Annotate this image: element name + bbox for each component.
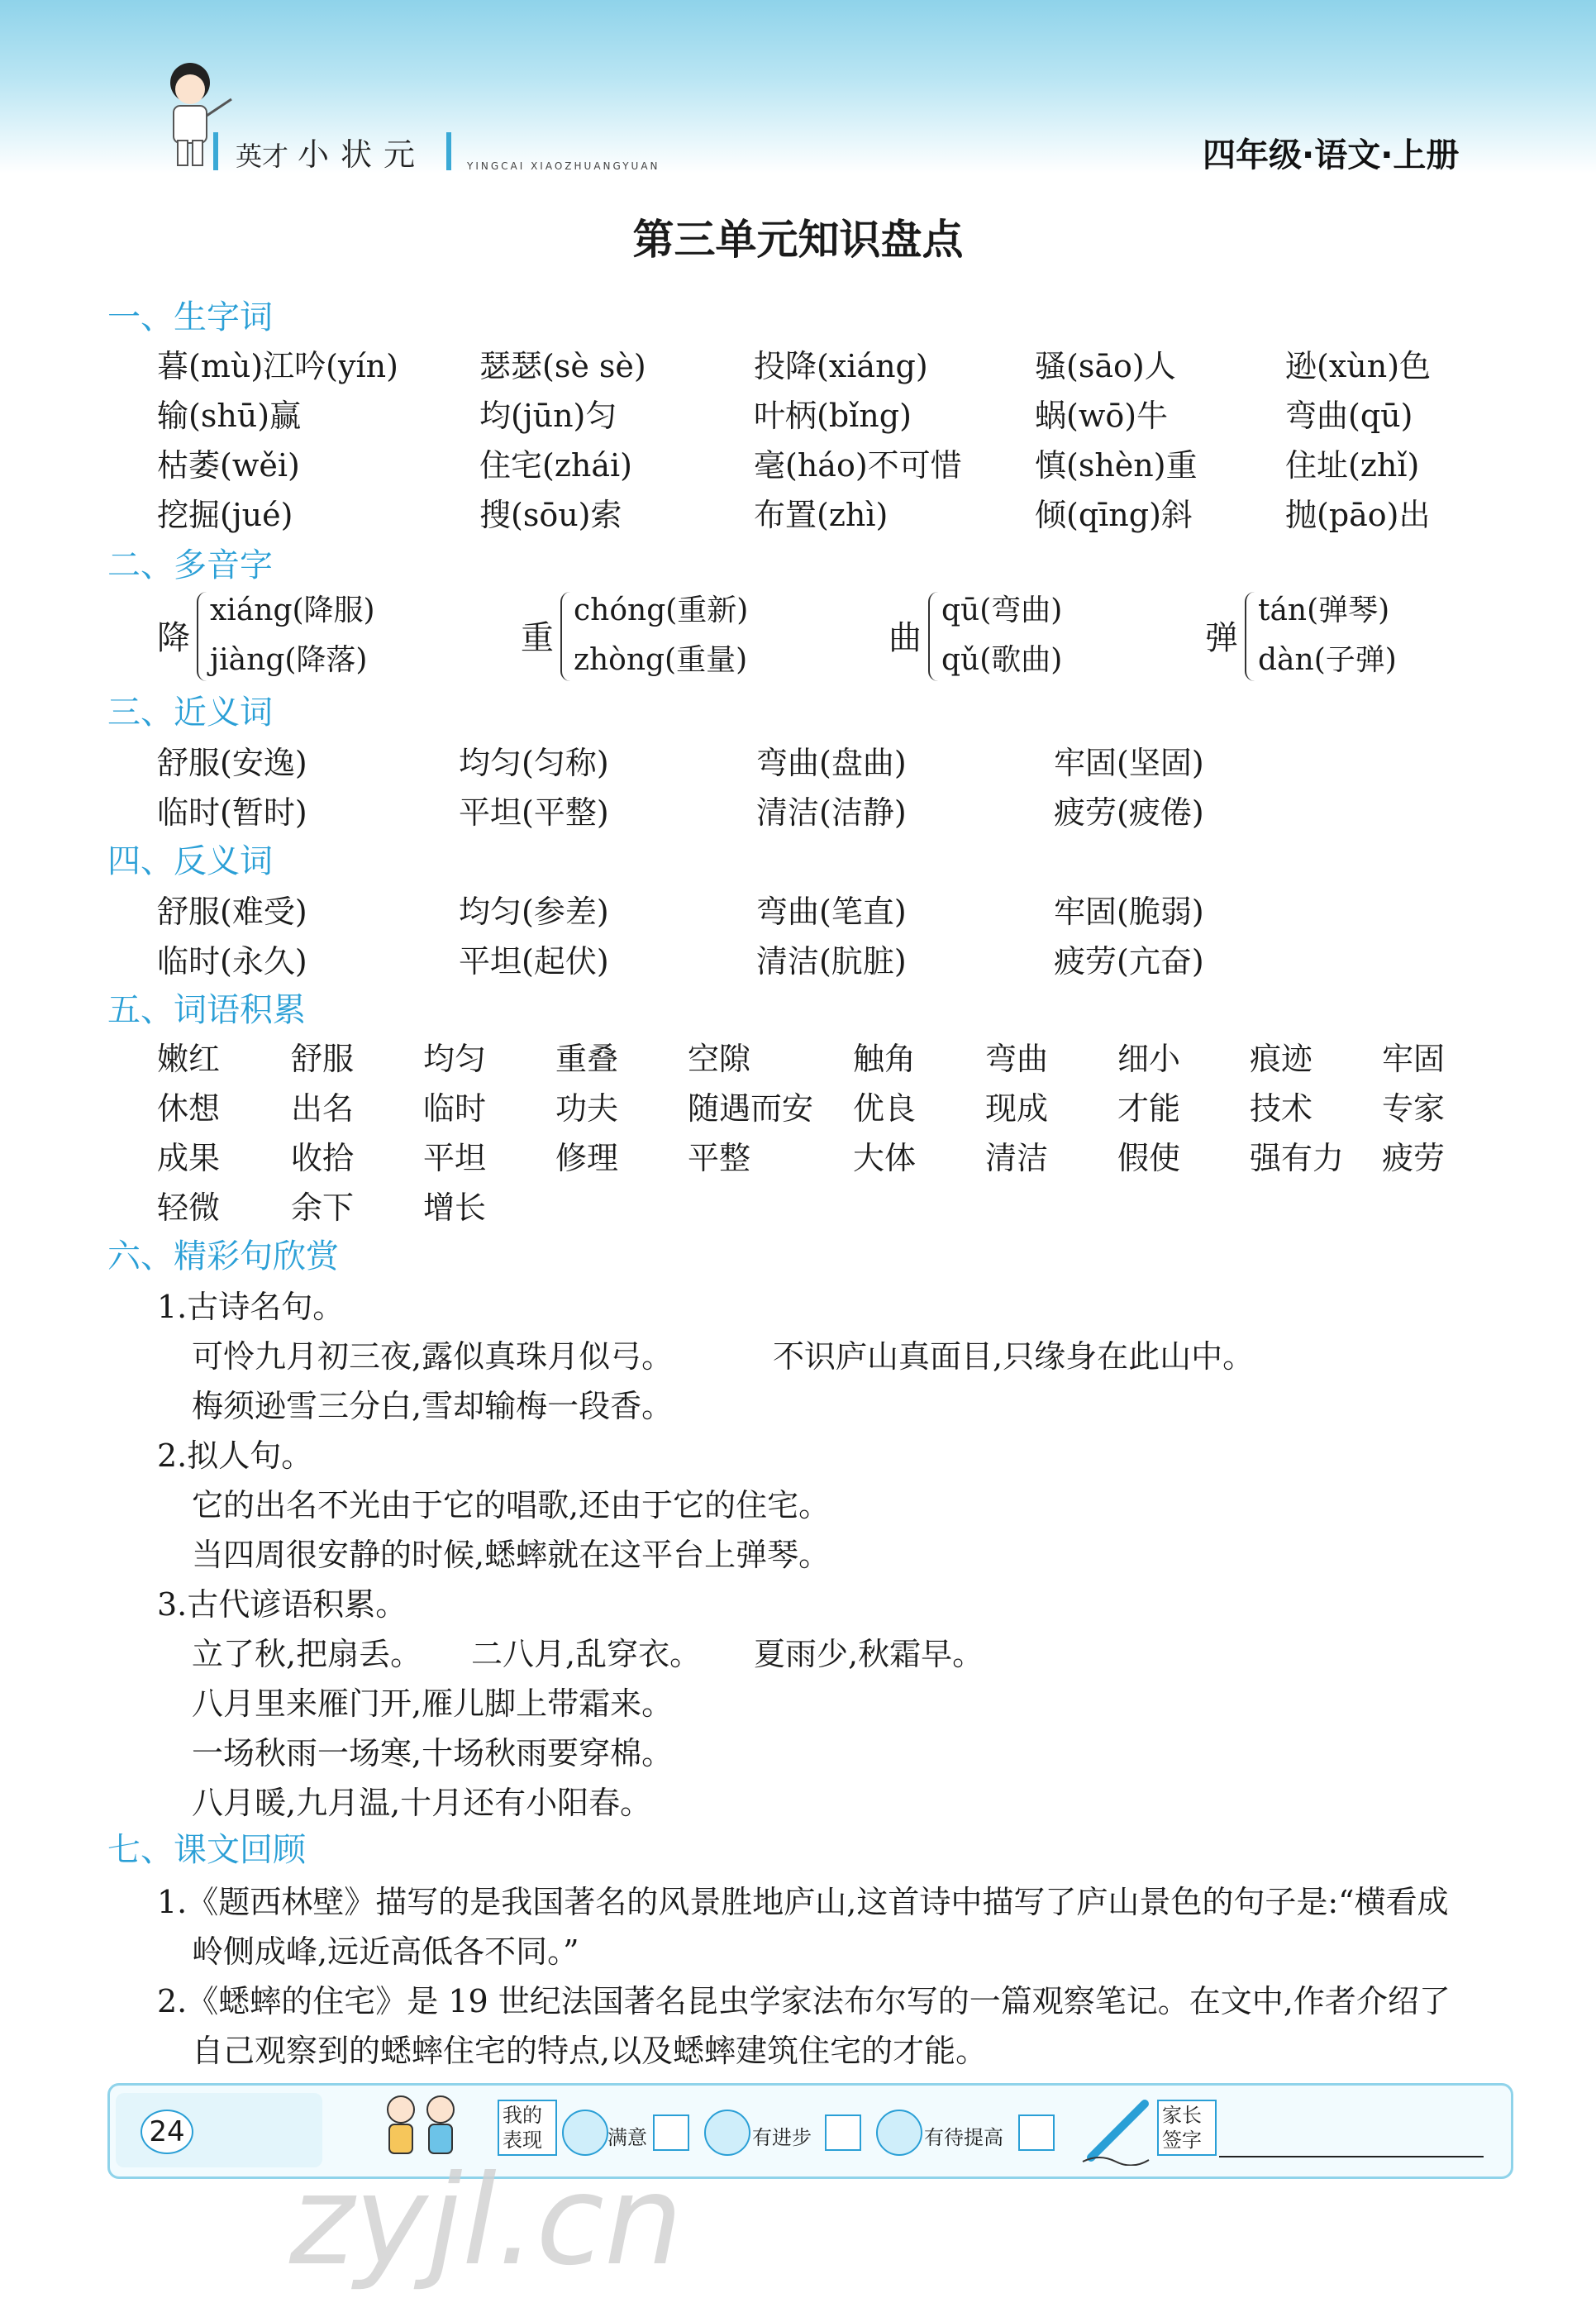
review-line: 1.《题西林壁》描写的是我国著名的风景胜地庐山,这首诗中描写了庐山景色的句子是:“横看成 — [157, 1884, 1449, 1920]
vocab-cell: 蜗(wō)牛 — [1035, 398, 1169, 434]
review-line: 自己观察到的蟋蟀住宅的特点,以及蟋蟀建筑住宅的才能。 — [192, 2033, 988, 2069]
word-cell: 重叠 — [555, 1041, 619, 1077]
progress-checkbox[interactable] — [825, 2114, 861, 2151]
polyphone-group — [157, 587, 455, 686]
vocab-cell: 挖掘(jué) — [157, 497, 293, 533]
word-cell: 假使 — [1117, 1140, 1181, 1176]
polyphone-reading: qǔ(歌曲) — [941, 643, 1063, 677]
polyphone-reading: chóng(重新) — [574, 594, 749, 627]
watermark: zyjl.cn — [289, 2149, 684, 2293]
word-cell: 随遇而安 — [688, 1090, 814, 1127]
polyphone-char: 降 — [157, 619, 190, 657]
synonym-cell: 牢固(坚固) — [1054, 745, 1204, 781]
sentence-line: 立了秋,把扇丢。 — [192, 1636, 422, 1672]
antonym-cell: 均匀(参差) — [459, 894, 609, 930]
antonym-cell: 弯曲(笔直) — [756, 894, 907, 930]
satisfied-checkbox[interactable] — [653, 2114, 689, 2151]
word-cell: 疲劳 — [1382, 1140, 1446, 1176]
word-cell: 余下 — [291, 1190, 355, 1226]
section-title-1: 一、生字词 — [107, 298, 273, 336]
word-cell: 空隙 — [688, 1041, 751, 1077]
word-cell: 平坦 — [423, 1140, 487, 1176]
word-cell: 收拾 — [291, 1140, 355, 1176]
word-cell: 牢固 — [1382, 1041, 1446, 1077]
vocab-cell: 倾(qīng)斜 — [1035, 497, 1193, 533]
brand-pinyin: YINGCAI XIAOZHUANGYUAN — [467, 160, 660, 172]
sentence-line: 梅须逊雪三分白,雪却输梅一段香。 — [192, 1388, 674, 1424]
word-cell: 技术 — [1250, 1090, 1313, 1127]
word-cell: 强有力 — [1250, 1140, 1345, 1176]
sentence-line: 可怜九月初三夜,露似真珠月似弓。 — [192, 1338, 674, 1375]
word-cell: 大体 — [853, 1140, 917, 1176]
section-title-4: 四、反义词 — [107, 842, 273, 880]
sentence-line: 夏雨少,秋霜早。 — [754, 1636, 984, 1672]
vocab-cell: 叶柄(bǐng) — [754, 398, 912, 434]
synonym-cell: 疲劳(疲倦) — [1054, 794, 1204, 831]
section-title-7: 七、课文回顾 — [107, 1831, 306, 1869]
vocab-cell: 瑟瑟(sè sè) — [479, 348, 646, 384]
vocab-cell: 骚(sāo)人 — [1035, 348, 1176, 384]
sentence-line: 八月暖,九月温,十月还有小阳春。 — [192, 1785, 652, 1821]
word-cell: 均匀 — [423, 1041, 487, 1077]
brand-divider-2 — [446, 132, 451, 170]
grade-label: 四年级·语文·上册 — [1203, 136, 1460, 174]
polyphone-group — [521, 587, 818, 686]
polyphone-reading: zhòng(重量) — [574, 643, 748, 677]
word-cell: 才能 — [1117, 1090, 1181, 1127]
vocab-cell: 均(jūn)匀 — [479, 398, 617, 434]
word-cell: 轻微 — [157, 1190, 221, 1226]
brand-divider — [213, 132, 218, 170]
antonym-cell: 平坦(起伏) — [459, 943, 609, 980]
section-title-2: 二、多音字 — [107, 546, 273, 584]
synonym-cell: 弯曲(盘曲) — [756, 745, 907, 781]
synonym-cell: 平坦(平整) — [459, 794, 609, 831]
polyphone-char: 弹 — [1205, 619, 1238, 657]
antonym-cell: 临时(永久) — [157, 943, 307, 980]
brand-name: 英才 — [236, 141, 289, 172]
vocab-cell: 暮(mù)江吟(yín) — [157, 348, 398, 384]
brace-icon — [197, 592, 210, 681]
vocab-cell: 输(shū)赢 — [157, 398, 302, 434]
word-cell: 优良 — [853, 1090, 917, 1127]
polyphone-reading: xiáng(降服) — [210, 594, 375, 627]
antonym-cell: 舒服(难受) — [157, 894, 307, 930]
sentence-heading: 1.古诗名句。 — [157, 1289, 345, 1325]
improve-label: 有待提高 — [924, 2126, 1003, 2149]
word-cell: 现成 — [985, 1090, 1049, 1127]
synonym-cell: 舒服(安逸) — [157, 745, 307, 781]
satisfied-label: 满意 — [607, 2126, 647, 2149]
word-cell: 休想 — [157, 1090, 221, 1127]
polyphone-group — [889, 587, 1153, 686]
neutral-face-icon — [876, 2110, 922, 2156]
review-line: 2.《蟋蟀的住宅》是 19 世纪法国著名昆虫学家法布尔写的一篇观察笔记。在文中,作者介绍了 — [157, 1983, 1451, 2019]
sentence-heading: 2.拟人句。 — [157, 1437, 313, 1474]
vocab-cell: 搜(sōu)索 — [479, 497, 622, 533]
word-cell: 舒服 — [291, 1041, 355, 1077]
antonym-cell: 牢固(脆弱) — [1054, 894, 1204, 930]
word-cell: 专家 — [1382, 1090, 1446, 1127]
vocab-cell: 住宅(zhái) — [479, 447, 632, 484]
page-title: 第三单元知识盘点 — [632, 216, 964, 264]
word-cell: 嫩红 — [157, 1041, 221, 1077]
vocab-cell: 投降(xiáng) — [754, 348, 928, 384]
sentence-line: 一场秋雨一场寒,十场秋雨要穿棉。 — [192, 1735, 674, 1771]
polyphone-reading: dàn(子弹) — [1258, 643, 1397, 677]
word-cell: 清洁 — [985, 1140, 1049, 1176]
word-cell: 弯曲 — [985, 1041, 1049, 1077]
word-cell: 修理 — [555, 1140, 619, 1176]
section-title-6: 六、精彩句欣赏 — [107, 1237, 339, 1275]
vocab-cell: 逊(xùn)色 — [1285, 348, 1432, 384]
review-line: 岭侧成峰,远近高低各不同。” — [192, 1933, 579, 1970]
word-cell: 细小 — [1117, 1041, 1181, 1077]
polyphone-char: 曲 — [889, 619, 922, 657]
polyphone-reading: tán(弹琴) — [1258, 594, 1390, 627]
section-title-3: 三、近义词 — [107, 694, 273, 732]
vocab-cell: 抛(pāo)出 — [1285, 497, 1431, 533]
word-cell: 触角 — [853, 1041, 917, 1077]
polyphone-reading: qū(弯曲) — [941, 594, 1063, 627]
vocab-cell: 弯曲(qū) — [1285, 398, 1413, 434]
synonym-cell: 均匀(匀称) — [459, 745, 609, 781]
sentence-line: 当四周很安静的时候,蟋蟀就在这平台上弹琴。 — [192, 1537, 831, 1573]
word-cell: 功夫 — [555, 1090, 619, 1127]
vocab-cell: 毫(háo)不可惜 — [754, 447, 962, 484]
vocab-cell: 布置(zhì) — [754, 497, 889, 533]
brace-icon — [560, 592, 574, 681]
signature-field[interactable] — [1219, 2156, 1484, 2157]
antonym-cell: 疲劳(亢奋) — [1054, 943, 1204, 980]
pen-icon — [1074, 2095, 1157, 2166]
sentence-line: 不识庐山真面目,只缘身在此山中。 — [773, 1338, 1255, 1375]
synonym-cell: 清洁(洁静) — [756, 794, 907, 831]
page-number: 24 — [141, 2110, 193, 2154]
sentence-line: 它的出名不光由于它的唱歌,还由于它的住宅。 — [192, 1487, 831, 1523]
vocab-cell: 枯萎(wěi) — [157, 447, 300, 484]
word-cell: 出名 — [291, 1090, 355, 1127]
polyphone-reading: jiàng(降落) — [210, 643, 368, 677]
mascot-icon — [149, 58, 240, 174]
brace-icon — [928, 592, 941, 681]
word-cell: 平整 — [688, 1140, 751, 1176]
word-cell: 增长 — [423, 1190, 487, 1226]
polyphone-char: 重 — [521, 619, 554, 657]
sentence-line: 二八月,乱穿衣。 — [471, 1636, 702, 1672]
word-cell: 痕迹 — [1250, 1041, 1313, 1077]
antonym-cell: 清洁(肮脏) — [756, 943, 907, 980]
sentence-line: 八月里来雁门开,雁儿脚上带霜来。 — [192, 1685, 674, 1722]
improve-checkbox[interactable] — [1018, 2114, 1055, 2151]
brace-icon — [1245, 592, 1258, 681]
sentence-heading: 3.古代谚语积累。 — [157, 1586, 407, 1623]
parent-sign-label: 家长签字 — [1157, 2100, 1217, 2156]
brand-subtitle: 小状元 — [298, 136, 427, 173]
progress-label: 有进步 — [752, 2126, 812, 2149]
word-cell: 临时 — [423, 1090, 487, 1127]
vocab-cell: 慎(shèn)重 — [1035, 447, 1198, 484]
polyphone-group — [1205, 587, 1486, 686]
vocab-cell: 住址(zhǐ) — [1285, 447, 1420, 484]
word-cell: 成果 — [157, 1140, 221, 1176]
my-performance-label: 我的表现 — [498, 2100, 557, 2156]
synonym-cell: 临时(暂时) — [157, 794, 307, 831]
section-title-5: 五、词语积累 — [107, 991, 306, 1029]
grin-face-icon — [704, 2110, 750, 2156]
